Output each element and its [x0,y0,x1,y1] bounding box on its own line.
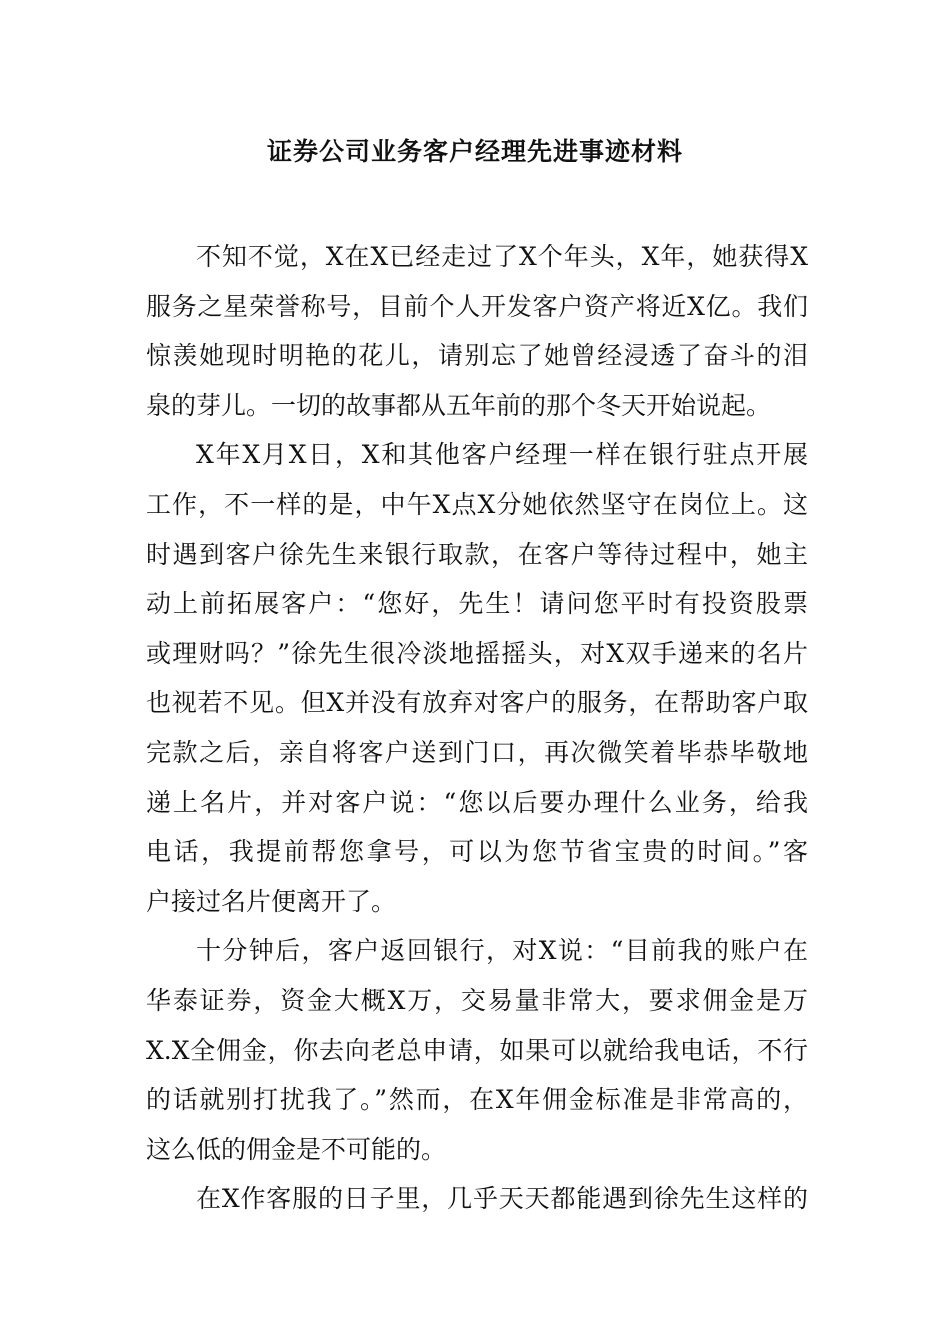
body-line: 在X作客服的日子里，几乎天天都能遇到徐先生这样的 [196,1184,808,1214]
body-line: 户接过名片便离开了。 [146,886,397,916]
document-body [146,232,808,1224]
body-line: 十分钟后，客户返回银行，对X说：“目前我的账户在 [196,936,808,966]
body-line: 也视若不见。但X并没有放弃对客户的服务，在帮助客户取 [146,688,808,718]
document-title: 证券公司业务客户经理先进事迹材料 [266,137,683,166]
body-line: 动上前拓展客户：“您好，先生！请问您平时有投资股票 [146,589,808,619]
body-line: 惊羡她现时明艳的花儿，请别忘了她曾经浸透了奋斗的泪 [146,341,808,371]
body-line: 电话，我提前帮您拿号，可以为您节省宝贵的时间。”客 [146,837,808,867]
body-line: 华泰证券，资金大概X万，交易量非常大，要求佣金是万 [146,985,808,1015]
body-line: X年X月X日，X和其他客户经理一样在银行驻点开展 [196,440,808,470]
body-line: 递上名片，并对客户说：“您以后要办理什么业务，给我 [146,787,808,817]
body-line: X.X全佣金，你去向老总申请，如果可以就给我电话，不行 [146,1035,808,1065]
body-line: 不知不觉，X在X已经走过了X个年头，X年，她获得X [196,242,808,271]
body-line: 服务之星荣誉称号，目前个人开发客户资产将近X亿。我们 [146,291,808,321]
body-line: 完款之后，亲自将客户送到门口，再次微笑着毕恭毕敬地 [146,737,808,767]
body-line: 或理财吗？”徐先生很冷淡地摇摇头，对X双手递来的名片 [146,638,808,668]
body-line: 工作，不一样的是，中午X点X分她依然坚守在岗位上。这 [146,489,808,519]
body-line: 时遇到客户徐先生来银行取款，在客户等待过程中，她主 [146,539,808,569]
body-line: 的话就别打扰我了。”然而，在X年佣金标准是非常高的， [146,1085,808,1115]
body-line: 这么低的佣金是不可能的。 [146,1134,447,1164]
body-line: 泉的芽儿。一切的故事都从五年前的那个冬天开始说起。 [146,390,772,420]
